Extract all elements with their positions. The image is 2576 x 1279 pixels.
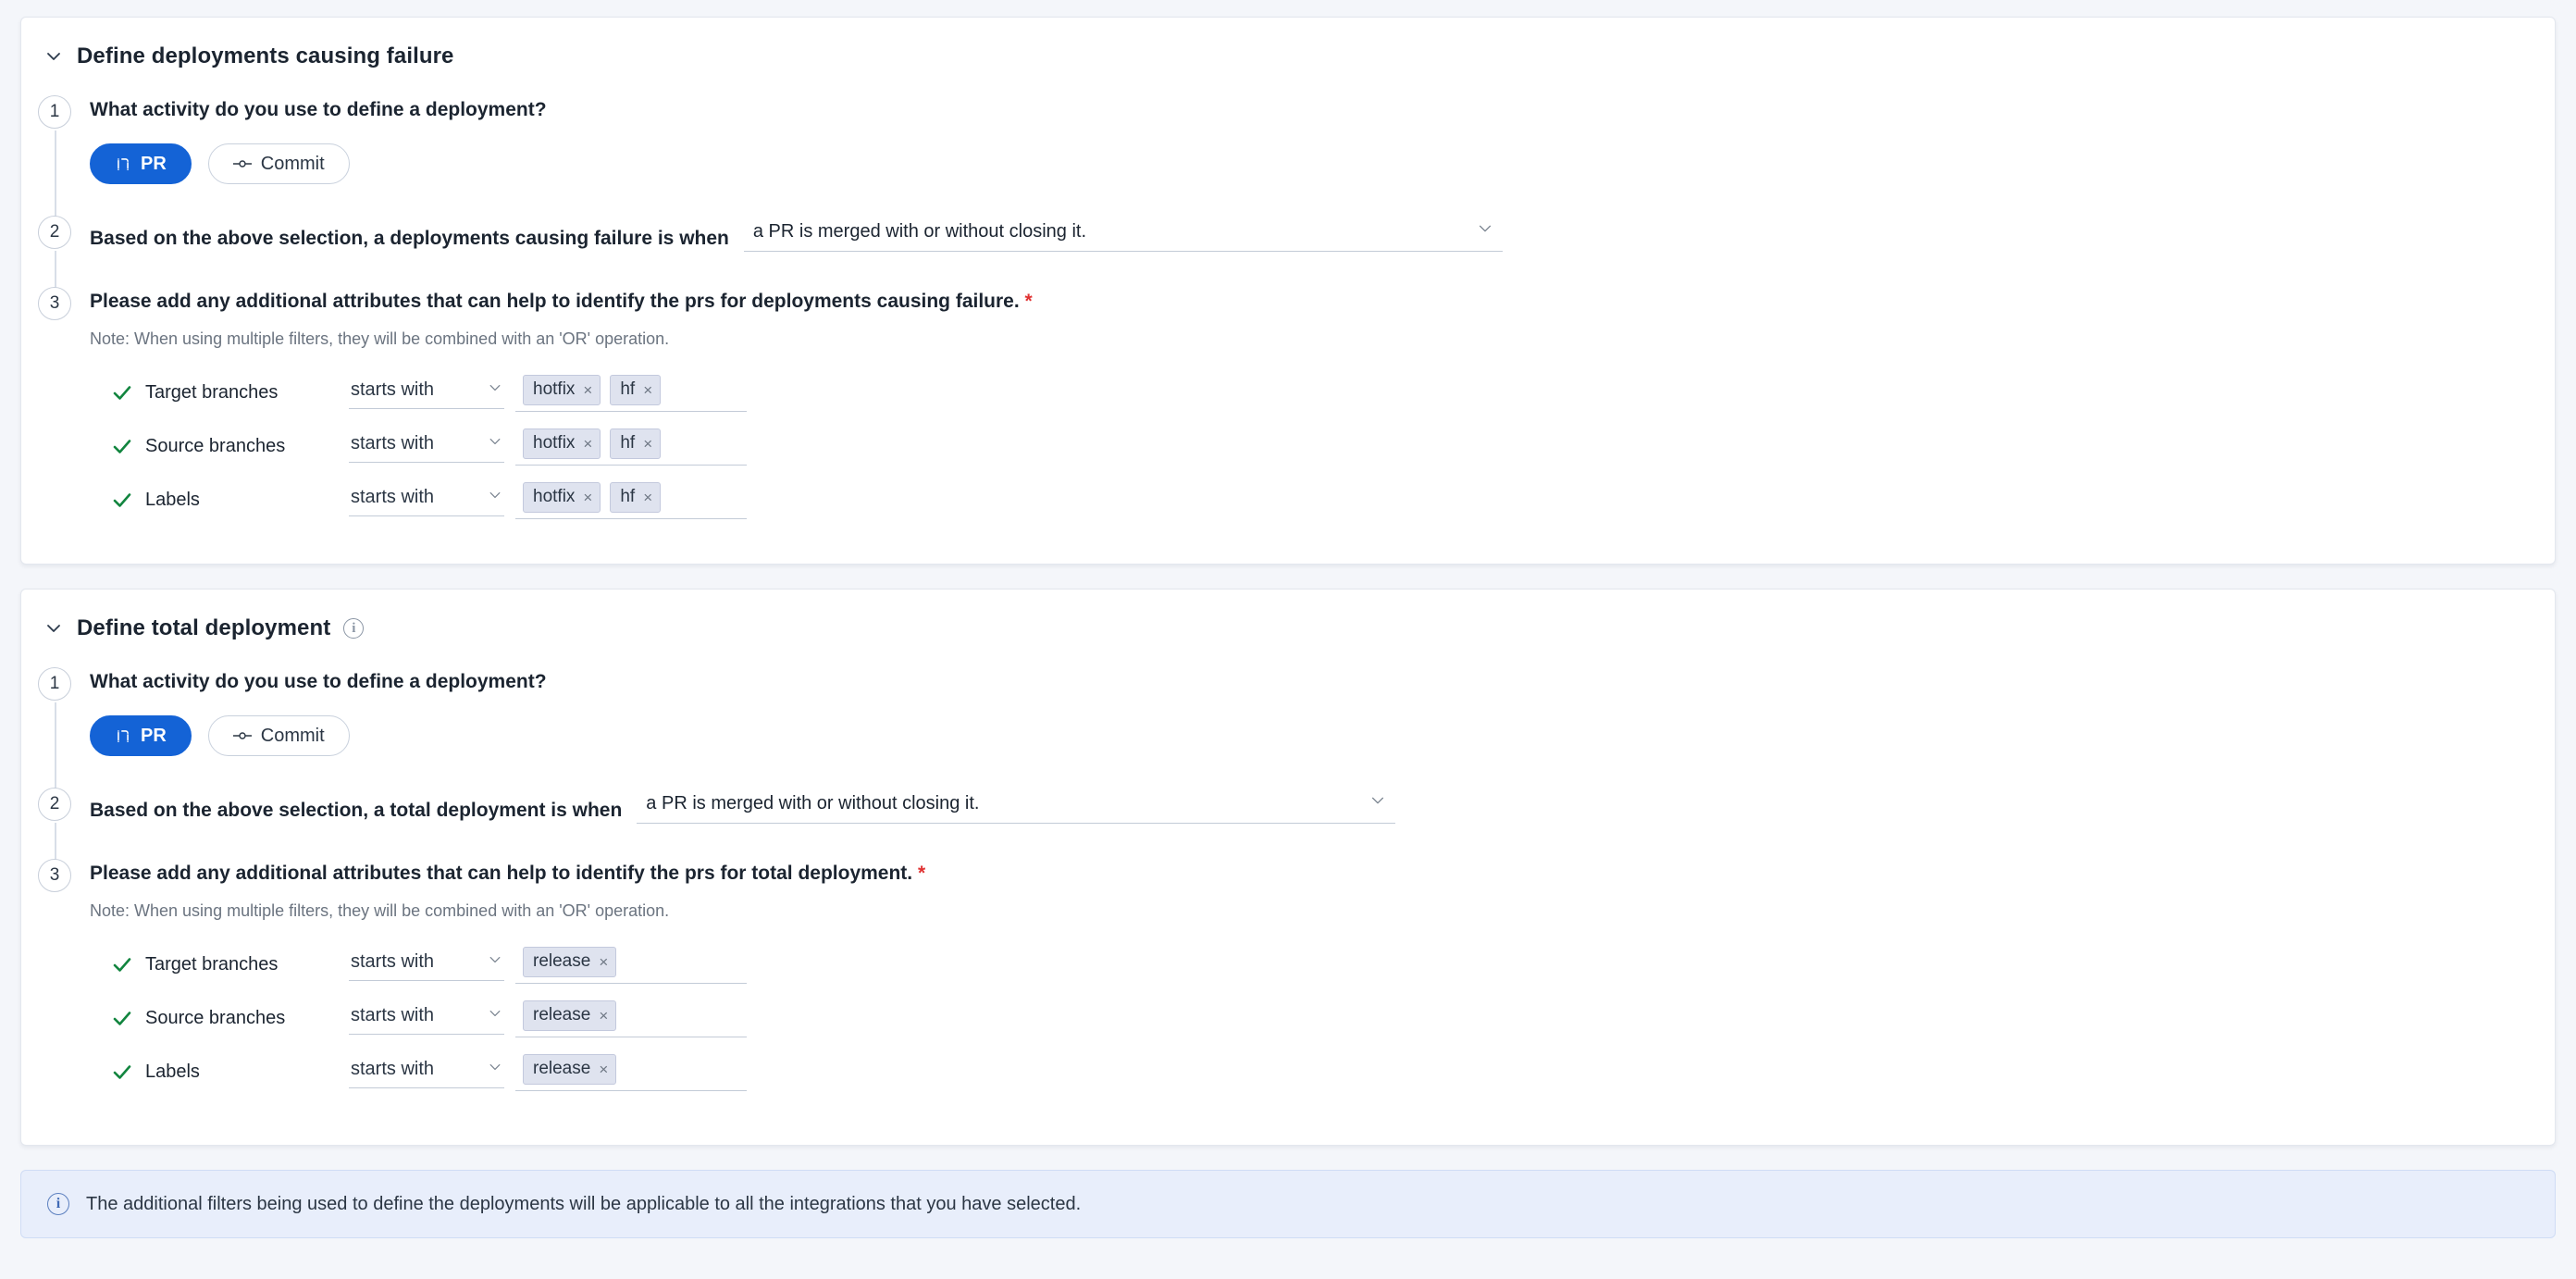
step-1-activity: [49, 97, 2555, 212]
filter-tag-label: hotfix: [533, 379, 576, 399]
step-number: 1: [38, 95, 71, 129]
step-1-activity: [49, 669, 2555, 784]
close-icon[interactable]: ×: [643, 380, 653, 399]
required-marker: *: [917, 863, 926, 884]
step-number: 3: [38, 287, 71, 320]
chevron-down-icon: [488, 1005, 502, 1026]
git-commit-icon: [233, 156, 252, 171]
step-number: 2: [38, 788, 71, 821]
step-number: 1: [38, 667, 71, 701]
filter-tag: [523, 482, 601, 513]
activity-option-commit-label: Commit: [260, 153, 325, 174]
filter-tag: [523, 947, 616, 977]
check-icon[interactable]: [110, 952, 134, 976]
filter-operator-value: starts with: [351, 1059, 435, 1079]
close-icon[interactable]: ×: [583, 488, 593, 506]
filter-value-input[interactable]: [515, 427, 747, 466]
filter-value-input[interactable]: [515, 945, 747, 984]
filter-value-input[interactable]: [515, 480, 747, 519]
filter-operator-select[interactable]: [349, 429, 504, 463]
filter-label: Labels: [145, 489, 200, 510]
close-icon[interactable]: ×: [643, 434, 653, 453]
step-3-question-text: Please add any additional attributes that can help to identify the prs for total deployment.: [90, 863, 913, 884]
filter-operator-select[interactable]: [349, 376, 504, 409]
steps-total: [21, 669, 2555, 1099]
filter-operator-select[interactable]: [349, 483, 504, 516]
close-icon[interactable]: ×: [643, 488, 653, 506]
step-connector: [55, 702, 56, 789]
filter-operator-value: starts with: [351, 379, 435, 400]
filter-row: [110, 1045, 2555, 1099]
git-pull-request-icon: [115, 155, 131, 172]
chevron-down-icon: [1477, 220, 1493, 242]
filter-row: [110, 938, 2555, 991]
activity-option-pr[interactable]: [90, 143, 192, 184]
filter-tag-label: release: [533, 951, 591, 971]
definition-select[interactable]: [637, 789, 1395, 824]
git-commit-icon: [233, 728, 252, 743]
info-banner-text: The additional filters being used to define the deployments will be applicable to all the integrations that you have selected.: [86, 1193, 1082, 1214]
filter-value-input[interactable]: [515, 373, 747, 412]
activity-option-commit-label: Commit: [260, 725, 325, 746]
step-connector: [55, 823, 56, 861]
step-2-definition: [49, 217, 2555, 283]
close-icon[interactable]: ×: [583, 434, 593, 453]
filter-tag: [523, 428, 601, 459]
check-icon[interactable]: [110, 434, 134, 458]
activity-option-pr-label: PR: [141, 153, 167, 174]
filters-list-failure: [110, 366, 2555, 527]
activity-option-commit[interactable]: [208, 715, 350, 756]
filters-list-total: [110, 938, 2555, 1099]
total-deployment-card: [20, 589, 2556, 1146]
section-header-total: [21, 615, 2555, 641]
filter-row: [110, 419, 2555, 473]
filter-tag-label: hotfix: [533, 433, 576, 453]
filter-row: [110, 366, 2555, 419]
page-title: Define deployments causing failure: [77, 43, 454, 68]
chevron-down-icon: [488, 433, 502, 454]
filter-label: Source branches: [145, 435, 286, 456]
filter-operator-value: starts with: [351, 951, 435, 972]
chevron-down-icon: [488, 379, 502, 401]
activity-toggle-group: [90, 143, 2555, 184]
step-connector: [55, 251, 56, 289]
filter-operator-value: starts with: [351, 487, 435, 507]
close-icon[interactable]: ×: [599, 1006, 609, 1024]
info-banner: [20, 1170, 2556, 1238]
info-icon[interactable]: i: [343, 618, 364, 639]
filter-tag: [523, 1054, 616, 1085]
step-3-attributes: [49, 861, 2555, 1099]
check-icon[interactable]: [110, 488, 134, 512]
filter-operator-select[interactable]: [349, 1001, 504, 1035]
check-icon[interactable]: [110, 1006, 134, 1030]
check-icon[interactable]: [110, 380, 134, 404]
close-icon[interactable]: ×: [599, 1060, 609, 1078]
chevron-down-icon: [488, 487, 502, 508]
filter-tag-label: hf: [620, 487, 636, 506]
filter-tag-label: release: [533, 1059, 591, 1078]
filter-row: [110, 473, 2555, 527]
chevron-down-icon: [488, 951, 502, 973]
filter-label: Source branches: [145, 1007, 286, 1028]
filter-tag-label: release: [533, 1005, 591, 1024]
filter-operator-select[interactable]: [349, 948, 504, 981]
step-3-question-text: Please add any additional attributes that can help to identify the prs for deployments causing failure.: [90, 291, 1020, 312]
step-number: 2: [38, 216, 71, 249]
filter-tag-label: hf: [620, 379, 636, 399]
step-3-question: [90, 289, 2555, 315]
step-1-question: What activity do you use to define a deployment?: [90, 671, 547, 692]
close-icon[interactable]: ×: [599, 952, 609, 971]
filter-operator-select[interactable]: [349, 1055, 504, 1088]
definition-select[interactable]: [744, 217, 1503, 252]
filter-tag-label: hotfix: [533, 487, 576, 506]
chevron-down-icon[interactable]: [43, 618, 64, 639]
activity-toggle-group: [90, 715, 2555, 756]
chevron-down-icon[interactable]: [43, 46, 64, 67]
activity-option-pr[interactable]: [90, 715, 192, 756]
step-1-question: What activity do you use to define a deployment?: [90, 99, 547, 120]
filter-tag: [523, 375, 601, 405]
section-header-failure: [21, 43, 2555, 69]
step-2-question: Based on the above selection, a deployments causing failure is when: [90, 228, 729, 249]
step-3-note: Note: When using multiple filters, they will be combined with an 'OR' operation.: [90, 901, 670, 920]
activity-option-pr-label: PR: [141, 725, 167, 746]
step-2-question: Based on the above selection, a total deployment is when: [90, 800, 623, 821]
steps-failure: [21, 97, 2555, 527]
step-number: 3: [38, 859, 71, 892]
definition-select-value: a PR is merged with or without closing it.: [646, 793, 980, 813]
filter-tag: [610, 375, 661, 405]
filter-label: Labels: [145, 1061, 200, 1082]
filter-value-input[interactable]: [515, 1052, 747, 1091]
git-pull-request-icon: [115, 727, 131, 744]
activity-option-commit[interactable]: [208, 143, 350, 184]
filter-tag: [610, 482, 661, 513]
filter-label: Target branches: [145, 381, 279, 403]
info-icon: i: [47, 1193, 69, 1215]
chevron-down-icon: [1369, 792, 1386, 814]
filter-tag: [610, 428, 661, 459]
filter-value-input[interactable]: [515, 999, 747, 1037]
check-icon[interactable]: [110, 1060, 134, 1084]
deployments-causing-failure-card: [20, 17, 2556, 565]
chevron-down-icon: [488, 1059, 502, 1080]
filter-label: Target branches: [145, 953, 279, 975]
section-title-total: Define total deployment: [77, 615, 331, 640]
step-3-question: [90, 861, 2555, 887]
definition-select-value: a PR is merged with or without closing it.: [752, 221, 1087, 242]
step-3-attributes: [49, 289, 2555, 527]
required-marker: *: [1024, 291, 1033, 312]
step-2-definition: [49, 789, 2555, 855]
filter-row: [110, 991, 2555, 1045]
step-connector: [55, 130, 56, 217]
filter-tag-label: hf: [620, 433, 636, 453]
step-3-note: Note: When using multiple filters, they will be combined with an 'OR' operation.: [90, 329, 670, 348]
close-icon[interactable]: ×: [583, 380, 593, 399]
filter-operator-value: starts with: [351, 1005, 435, 1025]
filter-operator-value: starts with: [351, 433, 435, 453]
filter-tag: [523, 1000, 616, 1031]
